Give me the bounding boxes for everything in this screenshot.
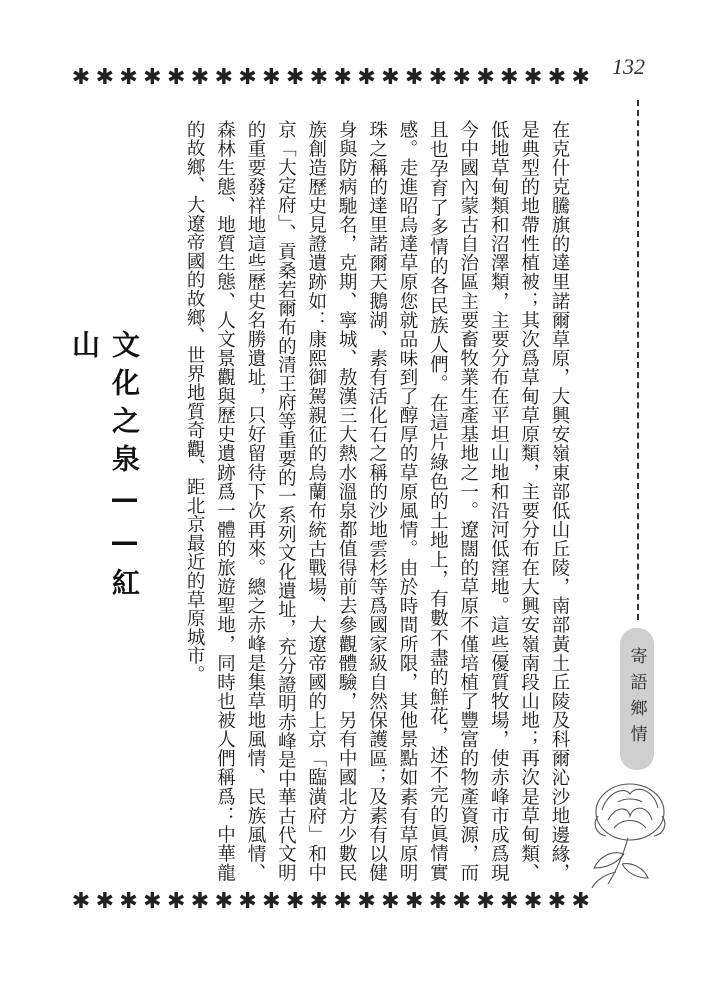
body-paragraph: 在克什克騰旗的達里諾爾草原，大興安嶺東部低山丘陵，南部黃土丘陵及科爾沁沙地邊緣，是典型的地帶性植被；其次爲草甸草原類，主要分布在大興安嶺南段山地；再次是草甸類、低地草甸類和沼澤類，主要分布在平坦山地和沿河低窪地。這些優質牧場，使赤峰市成爲現今中國內蒙古自治區主要畜牧業生產基地之一。遼闊的草原不僅培植了豐富的物產資源，而且也孕育了多情的各民族人們。在這片綠色的土地上，有數不盡的鮮花，述不完的眞情實感。走進昭烏達草原您就品味到了醇厚的草原風情。由於時間所限，其他景點如素有草原明珠之稱的達里諾爾天鵝湖、素有活化石之稱的沙地雲杉等爲國家級自然保護區；及素有以健身與防病馳名，克期、寧城、敖漢三大熱水溫泉都值得前去參觀體驗，另有中國北方少數民族創造歷史見證遺跡如：康熙御駕親征的烏蘭布統古戰場、大遼帝國的上京「臨潢府」和中京「大定府」、貢桑若爾布的清王府等重要的一系列文化遺址，充分證明赤峰是中華古代文明的重要發祥地這些歷史名勝遺址，只好留待下次再來。總之赤峰是集草地風情、民族風情、森林生態、地質生態、人文景觀與歷史遺跡爲一體的旅遊聖地，同時也被人們稱爲：中華龍的故鄉、大遼帝國的故鄉、世界地質奇觀、距北京最近的草原城市。: [184, 120, 570, 882]
star-ornament-icon: ✱: [285, 65, 305, 90]
star-ornament-icon: ✱: [571, 889, 590, 914]
star-ornament-icon: ✱: [214, 65, 233, 90]
chapter-title: 文化之泉——紅山: [68, 330, 141, 606]
star-ornament-icon: ✱: [333, 889, 352, 914]
star-ornament-icon: ✱: [119, 65, 138, 90]
star-ornament-icon: ✱: [428, 889, 448, 914]
star-ornament-icon: ✱: [452, 65, 471, 90]
star-ornament-icon: ✱: [547, 889, 567, 914]
star-ornament-icon: ✱: [119, 889, 138, 914]
star-ornament-icon: ✱: [190, 65, 210, 90]
star-ornament-icon: ✱: [500, 65, 519, 90]
peony-flower-icon: [578, 772, 680, 890]
star-ornament-icon: ✱: [190, 889, 210, 914]
star-ornament-icon: ✱: [166, 889, 186, 914]
star-ornament-icon: ✱: [262, 65, 281, 90]
star-ornament-icon: ✱: [285, 889, 305, 914]
star-ornament-icon: ✱: [71, 889, 91, 914]
star-ornament-icon: ✱: [166, 65, 186, 90]
star-ornament-icon: ✱: [357, 65, 376, 90]
star-ornament-icon: ✱: [333, 65, 352, 90]
star-ornament-icon: ✱: [523, 889, 543, 914]
star-ornament-icon: ✱: [500, 889, 519, 914]
star-ornament-icon: ✱: [476, 889, 495, 914]
star-ornament-icon: ✱: [143, 65, 162, 90]
star-ornament-icon: ✱: [404, 65, 424, 90]
star-ornament-icon: ✱: [238, 65, 257, 90]
star-ornament-icon: ✱: [143, 889, 162, 914]
star-ornament-icon: ✱: [428, 65, 448, 90]
star-ornament-icon: ✱: [452, 889, 471, 914]
bottom-star-border: [70, 889, 592, 915]
star-ornament-icon: ✱: [95, 65, 115, 90]
star-ornament-icon: ✱: [309, 65, 329, 90]
star-ornament-icon: ✱: [214, 889, 233, 914]
star-ornament-icon: ✱: [262, 889, 281, 914]
star-ornament-icon: ✱: [523, 65, 543, 90]
star-ornament-icon: ✱: [238, 889, 257, 914]
star-ornament-icon: ✱: [381, 889, 400, 914]
star-ornament-icon: ✱: [95, 889, 115, 914]
star-ornament-icon: ✱: [71, 65, 91, 90]
side-dashed-rule: [637, 100, 639, 620]
star-ornament-icon: ✱: [547, 65, 567, 90]
star-ornament-icon: ✱: [357, 889, 376, 914]
star-ornament-icon: ✱: [476, 65, 495, 90]
side-tab-label: 寄語鄉情: [620, 628, 654, 770]
star-ornament-icon: ✱: [571, 65, 590, 90]
star-ornament-icon: ✱: [404, 889, 424, 914]
star-ornament-icon: ✱: [309, 889, 329, 914]
page-number: 132: [612, 54, 645, 79]
top-star-border: [70, 65, 592, 91]
star-ornament-icon: ✱: [381, 65, 400, 90]
